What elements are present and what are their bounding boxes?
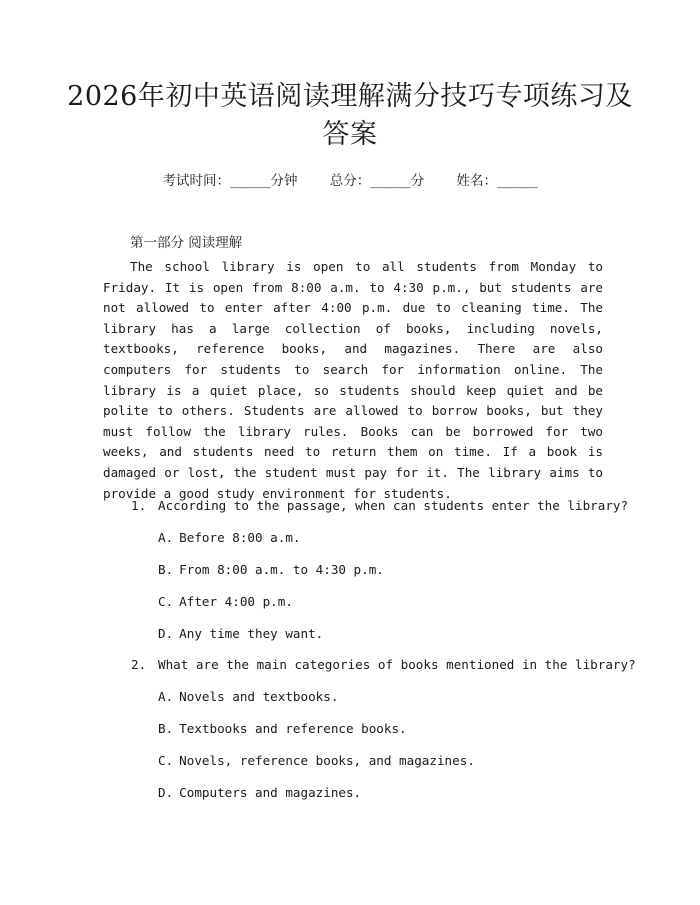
option-text: Before 8:00 a.m. [179,530,301,545]
question-2-option-d [158,785,361,800]
exam-time-unit: 分钟 [270,173,298,189]
option-text: Novels, reference books, and magazines. [179,753,475,768]
total-score-field [330,173,425,189]
option-letter: A. [158,530,174,545]
option-text: Computers and magazines. [179,785,362,800]
option-text: From 8:00 a.m. to 4:30 p.m. [179,562,384,577]
total-score-unit: 分 [410,173,425,189]
option-letter: A. [158,689,174,704]
question-2-option-c [158,753,475,768]
question-text: According to the passage, when can students enter the library? [158,498,629,513]
option-text: Novels and textbooks. [179,689,339,704]
student-name-blank: ______ [497,173,538,189]
question-1-option-c [158,594,293,609]
question-2 [131,657,636,672]
question-1-option-d [158,626,323,641]
option-text: Any time they want. [179,626,324,641]
question-2-option-a [158,689,338,704]
option-letter: B. [158,721,174,736]
option-letter: B. [158,562,174,577]
option-text: After 4:00 p.m. [179,594,293,609]
section-title: 第一部分 阅读理解 [130,235,243,251]
exam-info-line [0,169,700,189]
option-letter: C. [158,753,174,768]
question-text: What are the main categories of books mentioned in the library? [158,657,636,672]
question-1 [131,498,628,513]
student-name-field [457,173,538,189]
option-text: Textbooks and reference books. [179,721,407,736]
question-number: 1. [131,498,147,513]
total-score-label: 总分： [329,173,371,189]
option-letter: C. [158,594,174,609]
option-letter: D. [158,626,174,641]
student-name-label: 姓名： [456,173,498,189]
option-letter: D. [158,785,174,800]
reading-passage: The school library is open to all students from Monday to Friday. It is open from 8:00 a.m. to 4:30 p.m., but students are not allowed to enter after 4:00 p.m. due to cleaning time. The library has a large collection of books, including novels, textbooks, reference books, and magazines. There are also computers for students to search for information online. The library is a quiet place, so students should keep quiet and be polite to others. Students are allowed to borrow books, but they must follow the library rules. Books can be borrowed for two weeks, and students need to return them on time. If a book is damaged or lost, the student must pay for it. The library aims to provide a good study environment for students. [103,259,603,501]
exam-time-blank: ______ [229,173,271,189]
question-number: 2. [131,657,147,672]
question-1-option-a [158,530,301,545]
exam-time-field [162,173,297,189]
total-score-blank: ______ [370,173,411,189]
exam-time-label: 考试时间： [162,173,230,189]
question-2-option-b [158,721,407,736]
question-1-option-b [158,562,384,577]
page-title: 2026年初中英语阅读理解满分技巧专项练习及答案 [67,81,633,150]
